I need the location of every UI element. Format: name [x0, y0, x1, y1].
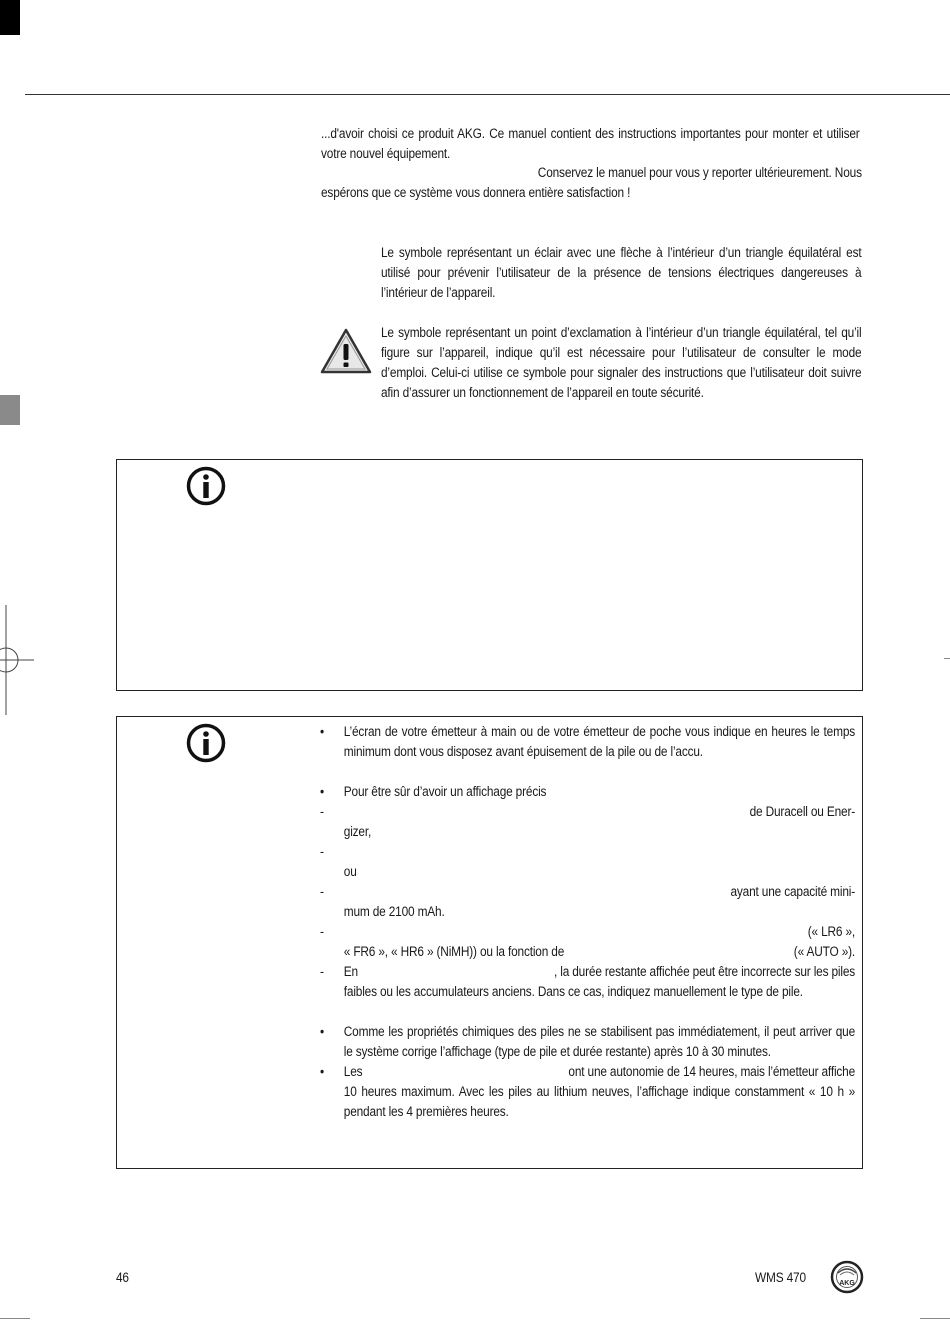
dash-item [320, 882, 855, 922]
list-item [320, 722, 855, 762]
dash-item-text-cont: ou [343, 864, 357, 879]
note-box-2-content [320, 722, 855, 1122]
dash-item [320, 922, 855, 962]
dash-item-row [344, 962, 855, 982]
dash-item [320, 802, 855, 842]
dash-icon: - [320, 884, 324, 899]
bullet-icon: • [320, 784, 324, 799]
list-item-row [344, 1062, 855, 1082]
intro-paragraph-2a [494, 163, 862, 183]
warning-triangle-icon [320, 327, 372, 375]
list-item-text: L’écran de votre émetteur à main ou de votre émetteur de poche vous indique en heures le temps minimum dont vous disposez avant épuisement de la pile ou de l’accu. [343, 724, 856, 759]
dash-item [320, 962, 855, 1002]
dash-icon: - [320, 804, 324, 819]
lightning-symbol-text: Le symbole représentant un éclair avec une flèche à l’intérieur d’un triangle équilatéral est utilisé pour prévenir l’utilisateur de la présence de tensions électriques dangereuses à l’intérieur de l’appareil. [381, 245, 862, 300]
registration-mark [0, 605, 34, 715]
gray-side-tab [0, 395, 20, 425]
header-rule [25, 94, 950, 95]
intro-text-2b: espérons que ce système vous donnera entière satisfaction ! [321, 185, 631, 200]
list-item-text: Comme les propriétés chimiques des piles ne se stabilisent pas immédiatement, il peut arriver que le système corrige l’affichage (type de pile et durée restante) après 10 à 30 minutes. [343, 1024, 856, 1059]
intro-text-1: ...d'avoir choisi ce produit AKG. Ce manuel contient des instructions importantes pour monter et utiliser votre nouvel équipement. [321, 126, 860, 161]
black-corner-mark [0, 0, 20, 35]
model-name: WMS 470 [755, 1270, 806, 1285]
dash-icon: - [320, 964, 324, 979]
akg-logo-text: AKG [839, 1280, 855, 1287]
dash-icon: - [320, 924, 324, 939]
dash-item-text: ayant une capacité mini- [730, 884, 856, 899]
note-box-1 [116, 459, 863, 691]
list-item-text-right: ont une autonomie de 14 heures, mais l’émetteur affiche [568, 1064, 856, 1079]
dash-item-text: En [343, 964, 358, 979]
right-tick-mark [944, 658, 950, 659]
dash-item-text-right: , la durée restante affichée peut être incorrecte sur les piles [553, 964, 856, 979]
dash-item-cont-row [344, 942, 855, 962]
dash-item [320, 842, 855, 882]
list-item [320, 1022, 855, 1062]
list-item-text: Les [343, 1064, 363, 1079]
exclamation-symbol-text: Le symbole représentant un point d’exclamation à l’intérieur d’un triangle équilatéral, tel qu’il figure sur l’appareil, indique qu’il est nécessaire pour l’utilisateur de consulter le mode d’emploi. Celui-ci utilise ce symbole pour signaler des instructions que l’utilisateur doit suivre afin d’assurer un fonctionnement de l’appareil en toute sécurité. [381, 325, 862, 400]
page-number: 46 [116, 1270, 129, 1285]
dash-item-text: de Duracell ou Ener- [749, 804, 856, 819]
list-item-text: Pour être sûr d’avoir un affichage précis [343, 784, 547, 799]
intro-paragraph [321, 124, 860, 164]
dash-icon: - [320, 844, 324, 859]
bullet-icon: • [320, 1064, 324, 1079]
dash-item-text-cont: « FR6 », « HR6 » (NiMH)) ou la fonction de [343, 944, 565, 959]
info-icon [186, 466, 226, 511]
bullet-icon: • [320, 1024, 324, 1039]
bullet-icon: • [320, 724, 324, 739]
list-item-text-cont: 10 heures maximum. Avec les piles au lithium neuves, l’affichage indique constamment « 10 h » pendant les 4 premières heures. [343, 1084, 856, 1119]
dash-item-text-cont: gizer, [343, 824, 372, 839]
list-item [320, 1062, 855, 1122]
dash-item-text-cont: mum de 2100 mAh. [343, 904, 445, 919]
intro-text-2a: Conservez le manuel pour vous y reporter ultérieurement. Nous [537, 165, 862, 180]
bottom-left-mark [0, 1318, 30, 1319]
info-icon-2 [186, 723, 226, 768]
bottom-right-mark [920, 1318, 950, 1319]
dash-item-text: (« LR6 », [807, 924, 856, 939]
list-item [320, 782, 855, 802]
akg-logo [830, 1260, 864, 1294]
intro-paragraph-2b [321, 183, 860, 203]
dash-item-text-cont-right: (« AUTO »). [793, 944, 856, 959]
dash-item-text-cont: faibles ou les accumulateurs anciens. Dans ce cas, indiquez manuellement le type de pile. [343, 984, 803, 999]
